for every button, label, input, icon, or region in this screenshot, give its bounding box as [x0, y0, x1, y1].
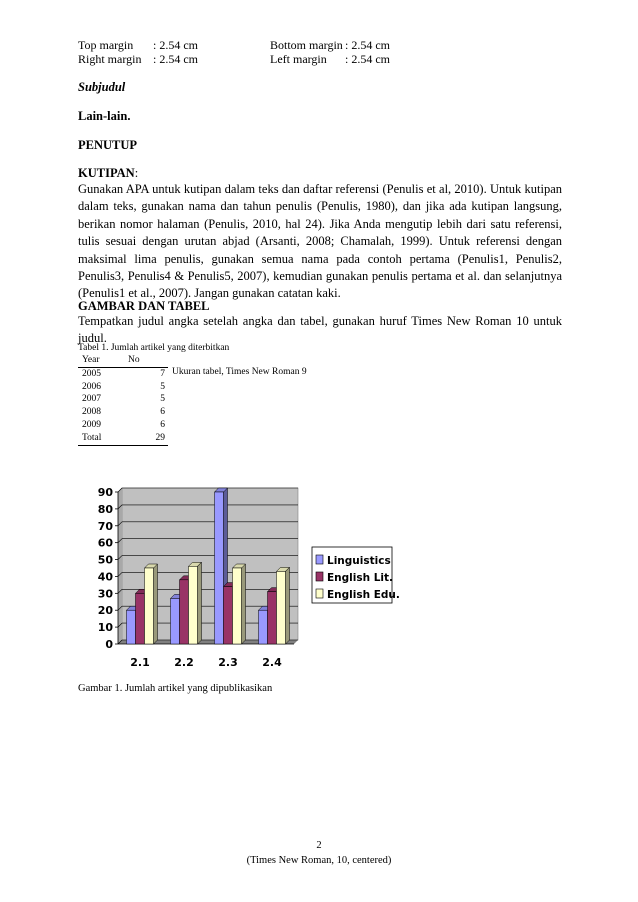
x-tick-label: 2.1: [130, 656, 150, 669]
margin-bottom-value: : 2.54 cm: [345, 38, 390, 52]
heading-kutipan-colon: :: [134, 166, 139, 180]
heading-kutipan-text: KUTIPAN: [78, 166, 135, 180]
bar: [180, 580, 189, 644]
legend-label: Linguistics: [327, 555, 391, 567]
table-header-row: [78, 354, 168, 367]
heading-gambar-dan-tabel: GAMBAR DAN TABEL: [78, 299, 210, 313]
x-tick-label: 2.2: [174, 656, 194, 669]
articles-table: [78, 354, 168, 446]
heading-penutup: PENUTUP: [78, 138, 138, 152]
table-row: [78, 406, 168, 419]
y-tick-label: 90: [97, 486, 113, 499]
margin-right-label: Right margin: [78, 52, 142, 66]
margin-bottom-label: Bottom margin: [270, 38, 343, 52]
table-row: [78, 393, 168, 406]
y-tick-label: 70: [97, 519, 113, 533]
heading-lain-lain: Lain-lain.: [78, 109, 131, 123]
margin-right-value: : 2.54 cm: [153, 52, 198, 66]
plot-side-wall: [118, 488, 122, 644]
y-tick-label: 30: [97, 587, 113, 601]
paragraph-gambar: Tempatkan judul angka setelah angka dan tabel, gunakan huruf Times New Roman 10 untuk judul.: [78, 314, 562, 346]
table-cell-no: 6: [160, 407, 165, 418]
bar: [268, 592, 277, 644]
page-number: 2: [316, 840, 322, 851]
y-tick-label: 50: [97, 553, 113, 567]
table-caption: Tabel 1. Jumlah artikel yang diterbitkan: [78, 343, 230, 353]
y-tick-label: 40: [97, 570, 113, 584]
bar-chart: [78, 480, 418, 670]
x-tick-label: 2.4: [262, 656, 282, 669]
table-row: [78, 381, 168, 394]
table-row: [78, 367, 168, 380]
table-cell-year: 2009: [82, 419, 101, 430]
table-cell-year: 2005: [82, 368, 101, 379]
bar: [145, 568, 154, 644]
legend-swatch: [316, 572, 323, 581]
margin-left-label: Left margin: [270, 52, 327, 66]
table-row: [78, 419, 168, 432]
margin-top-value: : 2.54 cm: [153, 38, 198, 52]
bar: [171, 598, 180, 644]
y-tick-label: 80: [97, 502, 113, 516]
y-tick-label: 10: [97, 621, 113, 635]
margin-top-label: Top margin: [78, 38, 134, 52]
y-tick-label: 0: [105, 638, 113, 651]
footer-note: (Times New Roman, 10, centered): [246, 855, 392, 866]
bar-side: [154, 564, 158, 644]
legend-swatch: [316, 555, 323, 564]
y-tick-label: 20: [97, 604, 113, 618]
figure-caption: Gambar 1. Jumlah artikel yang dipublikasikan: [78, 683, 273, 694]
bar: [259, 610, 268, 644]
table-note: Ukuran tabel, Times New Roman 9: [172, 367, 307, 377]
table-cell-year: 2006: [82, 381, 101, 392]
bar: [136, 593, 145, 644]
table-cell-no: 5: [160, 394, 165, 405]
table-cell-year: 2008: [82, 407, 101, 418]
bar: [127, 610, 136, 644]
bar-side: [242, 564, 246, 644]
table-cell-year: 2007: [82, 394, 101, 405]
table-header-year: Year: [82, 355, 100, 365]
bar: [233, 568, 242, 644]
bar: [215, 492, 224, 644]
legend-swatch: [316, 589, 323, 598]
table-cell-no: 6: [160, 419, 165, 430]
table-cell-no: 5: [160, 381, 165, 392]
y-tick-label: 60: [97, 536, 113, 550]
heading-kutipan: [78, 166, 138, 181]
x-tick-label: 2.3: [218, 656, 238, 669]
table-row-total: [78, 432, 168, 445]
bar: [224, 587, 233, 644]
table-header-no: No: [128, 355, 140, 365]
paragraph-kutipan: Gunakan APA untuk kutipan dalam teks dan daftar referensi (Penulis et al, 2010). Untuk kutipan dalam teks, gunakan nama dan tahun penulis (Penulis, 1980), dan jika ada kutipan langsung, berikan nomor halaman (Penulis, 2010, hal 24). Jika Anda mengutip lebih dari satu referensi, tulis sesuai dengan urutan abjad (Arsanti, 2008; Chamalah, 1999). Untuk referensi dengan maksimal lima penulis, gunakan semua nama pada contoh pertama (Penulis1, Penulis2, Penulis3, Penulis4 & Penulis5, 2007), kemudian gunakan penulis pertama et al. dan selanjutnya (Penulis1 et al., 2007). Jangan gunakan catatan kaki.: [78, 182, 562, 301]
bar-side: [286, 567, 290, 644]
bar: [277, 571, 286, 644]
legend-label: English Lit.: [327, 572, 394, 584]
margin-left-value: : 2.54 cm: [345, 52, 390, 66]
table-cell-no: 29: [155, 432, 165, 443]
table-cell-year: Total: [82, 432, 102, 443]
table-cell-no: 7: [160, 368, 165, 379]
bar: [189, 566, 198, 644]
bar-side: [198, 562, 202, 644]
legend-label: English Edu.: [327, 589, 400, 601]
heading-subjudul: Subjudul: [78, 80, 126, 94]
